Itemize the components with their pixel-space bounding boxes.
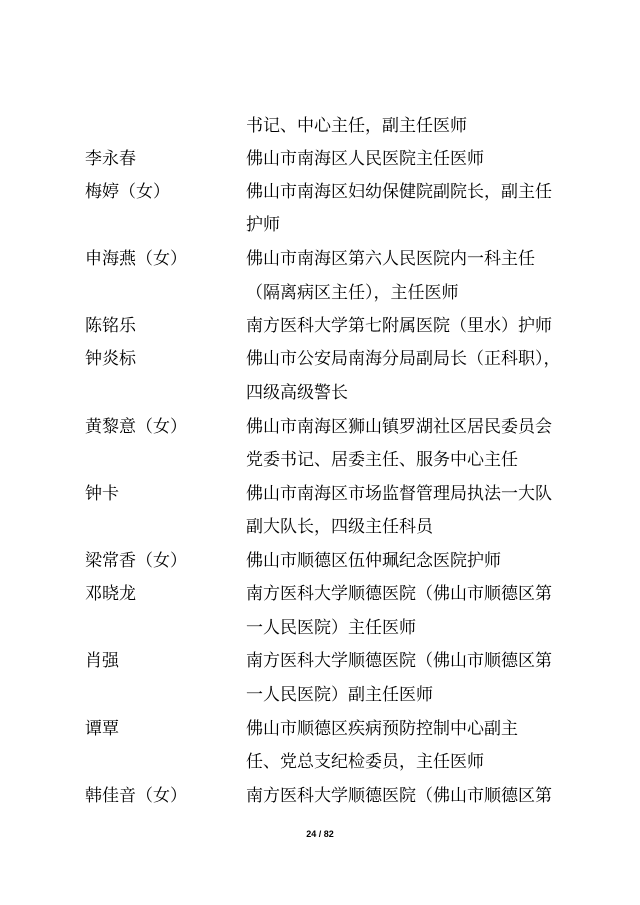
- entry-10-name: 肖强: [85, 651, 119, 671]
- entry-8-line-0: 佛山市顺德区伍仲珮纪念医院护师: [246, 551, 501, 571]
- entry-4-line-0: 南方医科大学第七附属医院（里水）护师: [246, 316, 552, 336]
- entry-2-line-0: 佛山市南海区妇幼保健院副院长，副主任: [246, 182, 552, 202]
- entry-10-line-0: 南方医科大学顺德医院（佛山市顺德区第: [246, 651, 552, 671]
- entry-9-line-0: 南方医科大学顺德医院（佛山市顺德区第: [246, 584, 552, 604]
- entry-7-line-1: 副大队长，四级主任科员: [246, 517, 433, 537]
- entry-6-line-1: 党委书记、居委主任、服务中心主任: [246, 450, 518, 470]
- entry-12-line-0: 南方医科大学顺德医院（佛山市顺德区第: [246, 786, 552, 806]
- entry-5-line-0: 佛山市公安局南海分局副局长（正科职），: [246, 349, 561, 369]
- entry-5-name: 钟炎标: [85, 349, 136, 369]
- entry-11-line-0: 佛山市顺德区疾病预防控制中心副主: [246, 719, 518, 739]
- entry-1-name: 李永春: [85, 149, 136, 169]
- entry-7-line-0: 佛山市南海区市场监督管理局执法一大队: [246, 484, 552, 504]
- entry-6-name: 黄黎意（女）: [85, 417, 187, 437]
- entry-2-name: 梅婷（女）: [85, 182, 170, 202]
- entry-9-line-1: 一人民医院）主任医师: [246, 618, 416, 638]
- entry-7-name: 钟卡: [85, 484, 119, 504]
- entry-3-name: 申海燕（女）: [85, 249, 187, 269]
- entry-8-name: 梁常香（女）: [85, 551, 187, 571]
- page-number: 24 / 82: [306, 829, 334, 839]
- entry-3-line-0: 佛山市南海区第六人民医院内一科主任: [246, 249, 535, 269]
- entry-3-line-1: （隔离病区主任），主任医师: [246, 283, 459, 303]
- entry-1-line-0: 佛山市南海区人民医院主任医师: [246, 149, 484, 169]
- entry-11-line-1: 任、党总支纪检委员，主任医师: [246, 752, 484, 772]
- entry-10-line-1: 一人民医院）副主任医师: [246, 685, 433, 705]
- entry-0-line-0: 书记、中心主任，副主任医师: [246, 116, 467, 136]
- entry-2-line-1: 护师: [246, 215, 280, 235]
- entry-11-name: 谭覃: [85, 719, 119, 739]
- entry-6-line-0: 佛山市南海区狮山镇罗湖社区居民委员会: [246, 417, 552, 437]
- entry-12-name: 韩佳音（女）: [85, 786, 187, 806]
- entry-5-line-1: 四级高级警长: [246, 383, 348, 403]
- entry-4-name: 陈铭乐: [85, 316, 136, 336]
- entry-9-name: 邓晓龙: [85, 584, 136, 604]
